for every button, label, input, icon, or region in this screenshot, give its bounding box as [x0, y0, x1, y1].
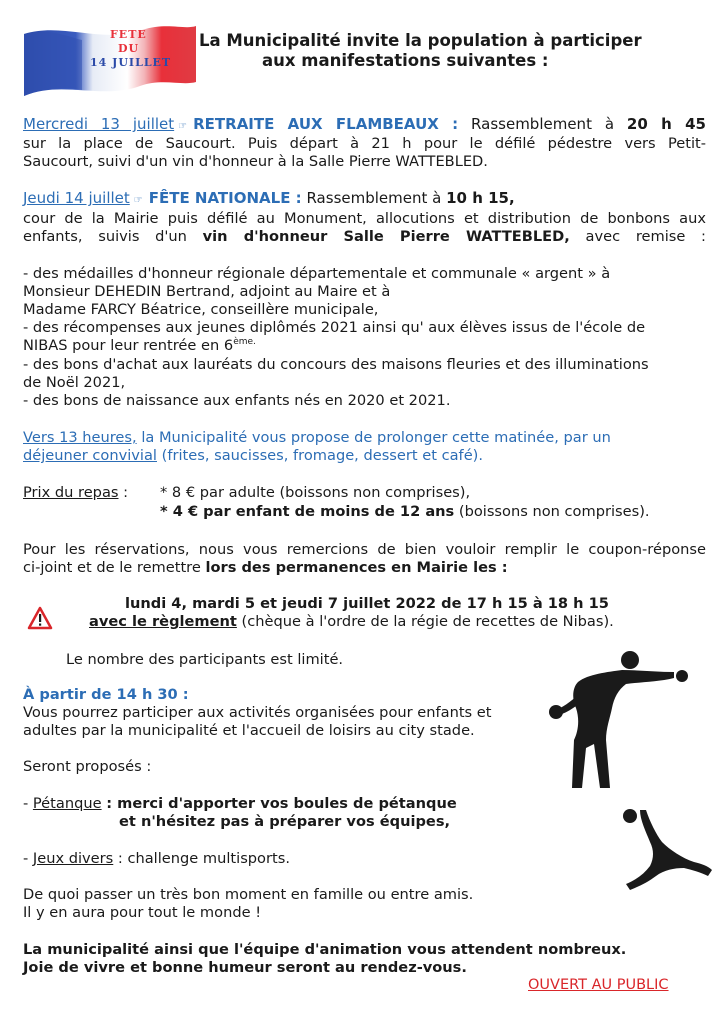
lunch-text-a: la Municipalité vous propose de prolonger cette matinée, par un — [141, 429, 611, 446]
petanque-label: Pétanque — [32, 795, 102, 812]
list-item-superscript: ème. — [233, 337, 256, 348]
games-text: : challenge multisports. — [117, 850, 290, 867]
reservation-line2-a: ci-joint et de le remettre — [23, 559, 201, 576]
event1-line2: sur la place de Saucourt. Puis départ à 21 h pour le défilé pédestre vers Petit- — [23, 135, 706, 152]
event2-date: Jeudi 14 juillet — [23, 189, 130, 207]
reservation-dates: lundi 4, mardi 5 et jeudi 7 juillet 2022 de 17 h 15 à 18 h 15 — [125, 595, 609, 612]
list-item — [23, 337, 256, 355]
final-line2: Joie de vivre et bonne humeur seront au rendez-vous. — [23, 959, 467, 976]
open-to-public: OUVERT AU PUBLIC — [528, 977, 669, 993]
event2-line2: cour de la Mairie puis défilé au Monument, allocutions et distribution de bonbons aux — [23, 210, 706, 227]
price-child — [160, 503, 650, 521]
price-label-colon: : — [123, 484, 129, 501]
list-item: - des bons d'achat aux lauréats du concours des maisons fleuries et des illuminations — [23, 356, 649, 373]
list-item: - des bons de naissance aux enfants nés en 2020 et 2021. — [23, 392, 451, 409]
event1-time: 20 h 45 — [626, 115, 706, 133]
closing-line1: De quoi passer un très bon moment en famille ou entre amis. — [23, 886, 474, 903]
afternoon-time: À partir de 14 h 30 : — [23, 686, 189, 703]
pointing-hand-icon: ☞ — [178, 121, 188, 132]
petanque-player-silhouette — [548, 648, 698, 795]
petanque-line1 — [23, 795, 457, 813]
event2-line3-b: vin d'honneur Salle Pierre WATTEBLED, — [202, 228, 570, 245]
event1-line1 — [23, 116, 706, 136]
lunch-line2 — [23, 447, 483, 465]
list-item: - des médailles d'honneur régionale départementale et communale « argent » à — [23, 265, 611, 282]
lunch-text-b: (frites, saucisses, fromage, dessert et café). — [161, 447, 484, 464]
price-child-bold: * 4 € par enfant de moins de 12 ans — [160, 503, 455, 520]
list-item: Madame FARCY Béatrice, conseillère municipale, — [23, 301, 379, 318]
football-player-silhouette — [616, 806, 716, 897]
price-label-text: Prix du repas — [23, 484, 119, 501]
event2-text: Rassemblement à — [306, 189, 442, 207]
petanque-line2: et n'hésitez pas à préparer vos équipes, — [119, 813, 451, 830]
list-item: Monsieur DEHEDIN Bertrand, adjoint au Maire et à — [23, 283, 391, 300]
reservation-line2 — [23, 559, 508, 577]
list-item-text: NIBAS pour leur rentrée en 6 — [23, 337, 234, 354]
header-line2: aux manifestations suivantes : — [262, 51, 549, 70]
proposed-heading: Seront proposés : — [23, 758, 152, 775]
event2-line3-a: enfants, suivis d'un — [23, 228, 187, 245]
event1-line3: Saucourt, suivi d'un vin d'honneur à la Salle Pierre WATTEBLED. — [23, 153, 488, 170]
flag-text-line1: FETE — [110, 28, 147, 41]
list-item: - des récompenses aux jeunes diplômés 2021 ainsi qu' aux élèves issus de l'école de — [23, 319, 646, 336]
event2-time: 10 h 15, — [446, 189, 515, 207]
price-label — [23, 484, 128, 502]
event2-name: FÊTE NATIONALE : — [148, 189, 302, 207]
afternoon-line1: Vous pourrez participer aux activités organisées pour enfants et — [23, 704, 492, 721]
pointing-hand-icon: ☞ — [133, 195, 143, 206]
lunch-time: Vers 13 heures, — [23, 429, 137, 446]
event1-date: Mercredi 13 juillet — [23, 115, 175, 133]
games-label: Jeux divers — [32, 850, 114, 867]
lunch-line1 — [23, 429, 611, 447]
reservation-line1: Pour les réservations, nous vous remercions de bien vouloir remplir le coupon-réponse — [23, 541, 706, 558]
list-item: de Noël 2021, — [23, 374, 126, 391]
event2-line3-c: avec remise : — [585, 228, 706, 245]
games-line — [23, 850, 290, 868]
dash: - — [23, 850, 33, 867]
closing-line2: Il y en aura pour tout le monde ! — [23, 904, 262, 921]
final-line1: La municipalité ainsi que l'équipe d'animation vous attendent nombreux. — [23, 941, 627, 958]
payment-label: avec le règlement — [89, 613, 237, 630]
reservation-line2-b: lors des permanences en Mairie les : — [205, 559, 508, 576]
flag-14-juillet — [22, 24, 198, 98]
event1-name: RETRAITE AUX FLAMBEAUX : — [193, 115, 459, 133]
petanque-text: : merci d'apporter vos boules de pétanque — [106, 795, 457, 812]
participants-limit: Le nombre des participants est limité. — [66, 651, 344, 668]
dash: - — [23, 795, 33, 812]
header-line1: La Municipalité invite la population à participer — [199, 31, 642, 50]
reservation-payment — [89, 613, 614, 631]
lunch-name: déjeuner convivial — [23, 447, 157, 464]
afternoon-line2: adultes par la municipalité et l'accueil de loisirs au city stade. — [23, 722, 475, 739]
price-adult: * 8 € par adulte (boissons non comprises), — [160, 484, 471, 501]
event2-line3 — [23, 228, 706, 246]
flag-text-line3: 14 JUILLET — [90, 56, 172, 69]
warning-icon — [27, 606, 53, 635]
payment-note: (chèque à l'ordre de la régie de recettes de Nibas). — [241, 613, 614, 630]
event2-line1 — [23, 190, 515, 210]
flag-text-line2: DU — [118, 42, 140, 55]
event1-text: Rassemblement à — [471, 115, 615, 133]
price-child-note: (boissons non comprises). — [458, 503, 650, 520]
